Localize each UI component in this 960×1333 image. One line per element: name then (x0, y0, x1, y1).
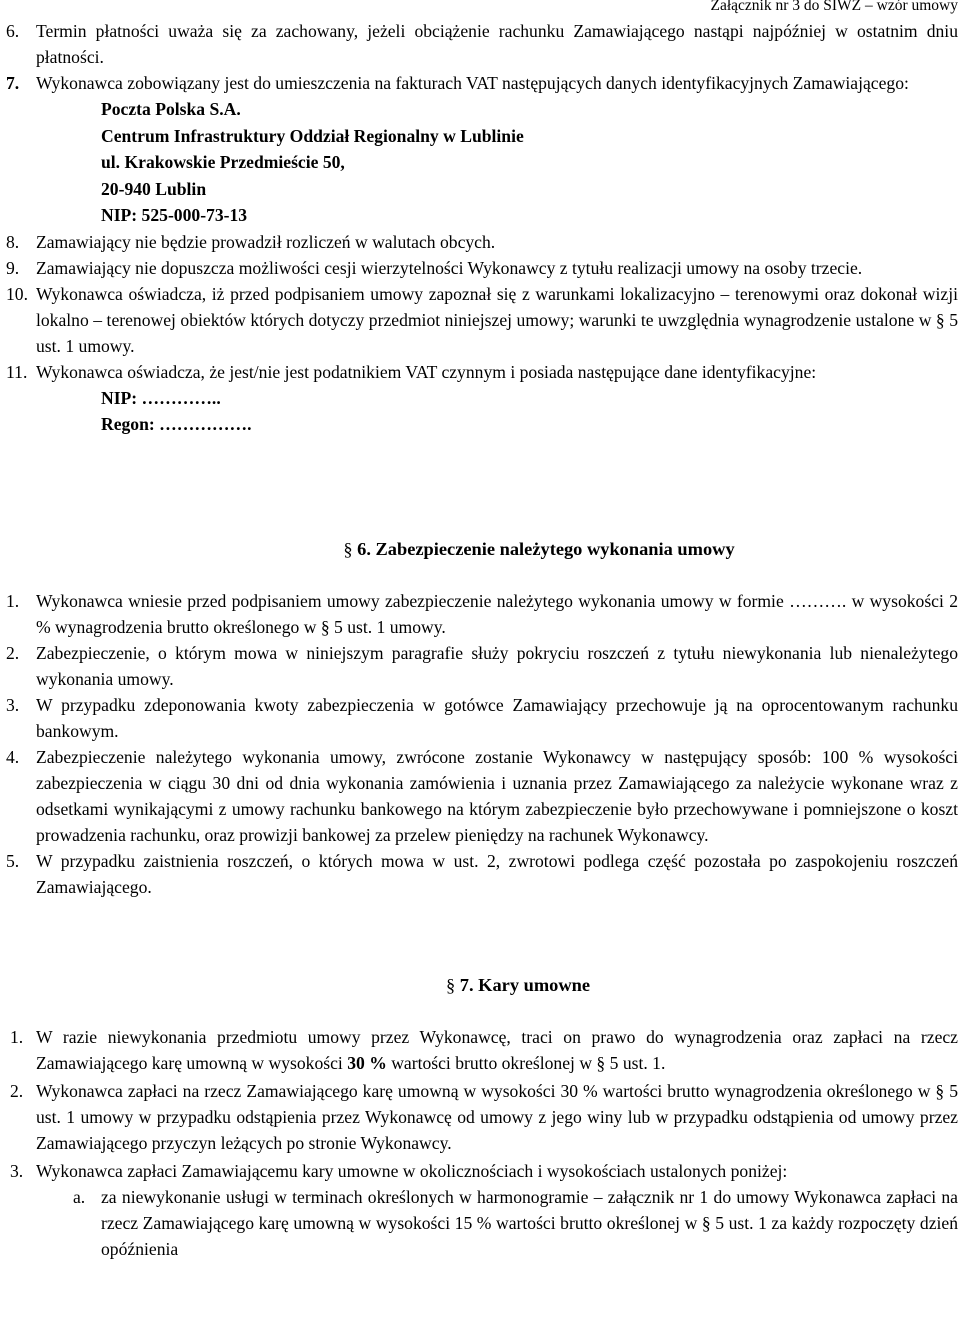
address-line: Poczta Polska S.A. (101, 99, 241, 119)
list-item: 3. W przypadku zdeponowania kwoty zabezpieczenia w gotówce Zamawiający przechowuje ją na oprocentowanym rachunku bankowym. (6, 695, 958, 741)
list-item: 11. Wykonawca oświadcza, że jest/nie jest podatnikiem VAT czynnym i posiada następujące dane identyfikacyjne: (6, 361, 817, 382)
list-item: 4. Zabezpieczenie należytego wykonania umowy, zwrócone zostanie Wykonawcy w następujący sposób: 100 % wysokości zabezpieczenia w ciągu 30 dni od dnia wykonania zamówienia i uznania przez Zamawiającego za należycie wykonane wraz z odsetkami wynikającymi z umowy rachunku bankowego na którym zabezpieczenie było przechowywane i pomniejszone o koszt prowadzenia rachunku, oraz prowizji bankowej za przelew pieniędzy na rachunek Wykonawcy. (6, 747, 958, 845)
list-subitem: a. za niewykonanie usługi w terminach określonych w harmonogramie – załącznik nr 1 do umowy Wykonawca zapłaci na rzecz Zamawiającego karę umowną w wysokości 15 % wartości brutto określonej w § 5 ust. 1 za każdy rozpoczęty dzień opóźnienia (73, 1187, 958, 1259)
list-item: 10. Wykonawca oświadcza, iż przed podpisaniem umowy zapoznał się z warunkami lokalizacyjno – terenowymi oraz dokonał wizji lokalno – terenowej obiektów których dotyczy przedmiot niniejszej umowy; warunki te uwzględnia wynagrodzenie ustalone w § 5 ust. 1 umowy. (6, 283, 958, 356)
list-item: 1. Wykonawca wniesie przed podpisaniem umowy zabezpieczenie należytego wykonania umowy w formie ………. w wysokości 2 % wynagrodzenia brutto określonego w § 5 ust. 1 umowy. (6, 591, 958, 637)
list-item: 6. Termin płatności uważa się za zachowany, jeżeli obciążenie rachunku Zamawiającego nastąpi najpóźniej w ostatnim dniu płatności. (6, 21, 958, 67)
list-item: 8. Zamawiający nie będzie prowadził rozliczeń w walutach obcych. (6, 231, 496, 252)
list-item: 9. Zamawiający nie dopuszcza możliwości cesji wierzytelności Wykonawcy z tytułu realizacji umowy na osoby trzecie. (6, 257, 863, 278)
nip-placeholder: NIP: ………….. (101, 387, 221, 408)
buyer-address-block (6, 96, 958, 229)
list-item: 2. Wykonawca zapłaci na rzecz Zamawiającego karę umowną w wysokości 30 % wartości brutto wynagrodzenia określonego w § 5 ust. 1 umowy w przypadku odstąpienia przez Wykonawcę od umowy z jego winy lub w przypadku odstąpienia od umowy przez Zamawiającego przyczyn leżących po stronie Wykonawcy. (10, 1081, 958, 1153)
section-7-heading: § 7. Kary umowne (445, 975, 591, 995)
list-item: 1. W razie niewykonania przedmiotu umowy przez Wykonawcę, traci on prawo do wynagrodzenia oraz zapłaci na rzecz Zamawiającego karę umowną w wysokości 30 % wartości brutto określonej w § 5 ust. 1. (10, 1027, 958, 1073)
address-line: 20-940 Lublin (101, 178, 207, 199)
section-7-list (10, 1024, 958, 1262)
payment-terms-continuation (6, 18, 958, 437)
section-6-heading: § 6. Zabezpieczenie należytego wykonania umowy (343, 539, 735, 559)
section-6-list (6, 588, 958, 900)
list-item: 7. Wykonawca zobowiązany jest do umieszczenia na fakturach VAT następujących danych identyfikacyjnych Zamawiającego: (6, 73, 909, 93)
address-line: ul. Krakowskie Przedmieście 50, (101, 152, 345, 172)
list-item: 2. Zabezpieczenie, o którym mowa w niniejszym paragrafie służy pokryciu roszczeń z tytułu niewykonania lub nienależytego wykonania umowy. (6, 643, 958, 689)
list-item: 3. Wykonawca zapłaci Zamawiającemu kary umowne w okolicznościach i wysokościach ustalonych poniżej: (10, 1161, 788, 1181)
regon-placeholder: Regon: ……………. (101, 413, 252, 434)
address-line: NIP: 525-000-73-13 (101, 205, 248, 225)
attachment-header: Załącznik nr 3 do SIWZ – wzór umowy (710, 0, 958, 14)
address-line: Centrum Infrastruktury Oddział Regionalny w Lublinie (101, 125, 524, 146)
list-item: 5. W przypadku zaistnienia roszczeń, o których mowa w ust. 2, zwrotowi podlega część pozostała po zaspokojeniu roszczeń Zamawiającego. (6, 851, 958, 897)
